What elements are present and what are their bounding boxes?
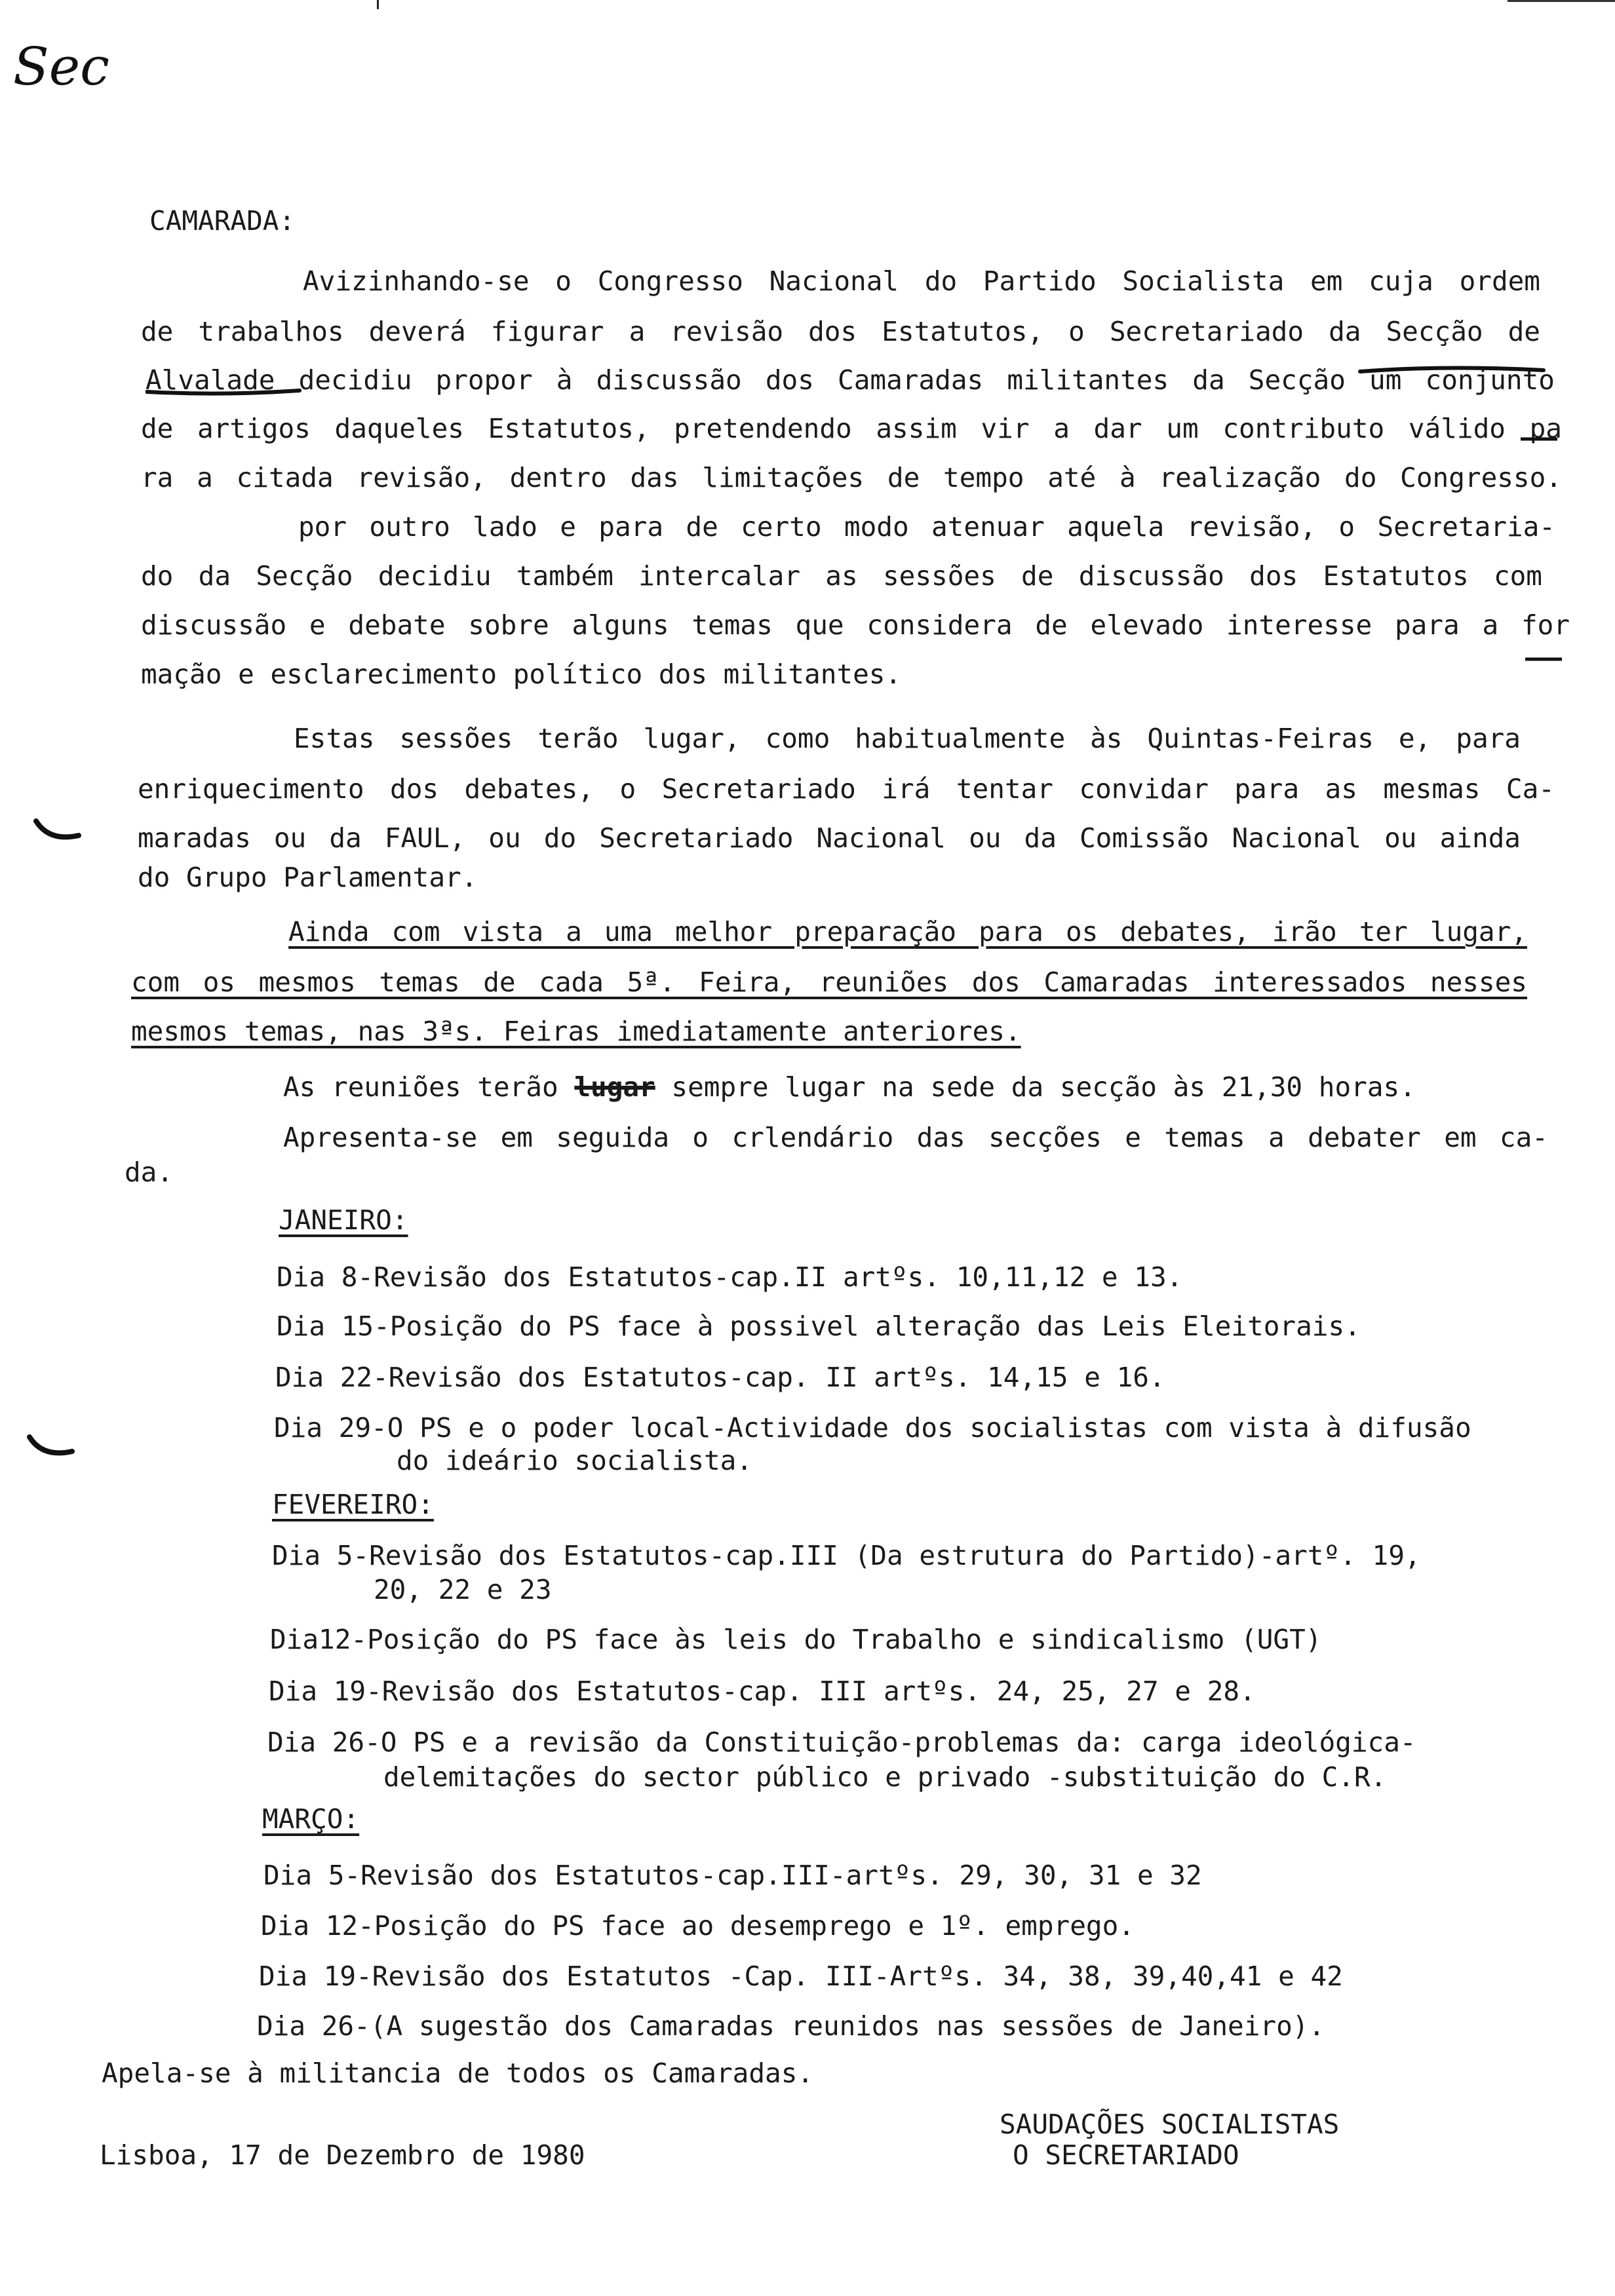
- paragraph-line: de artigos daqueles Estatutos, pretendendo assim vir a dar um contributo válido pa: [141, 413, 1562, 444]
- month-heading: JANEIRO:: [279, 1204, 408, 1236]
- calendar-item: Dia 8-Revisão dos Estatutos-cap.II artºs. 10,11,12 e 13.: [277, 1261, 1183, 1293]
- calendar-item-continuation: 20, 22 e 23: [374, 1574, 552, 1605]
- margin-mark-icon: [33, 816, 85, 849]
- calendar-item: Dia 15-Posição do PS face à possivel alteração das Leis Eleitorais.: [277, 1311, 1361, 1342]
- handwritten-note: Sec: [13, 36, 109, 97]
- calendar-item: Dia 26-(A sugestão dos Camaradas reunidos nas sessões de Janeiro).: [257, 2010, 1325, 2042]
- pen-underline: [1524, 655, 1563, 663]
- pen-underline: [1519, 435, 1559, 443]
- calendar-item: Dia 12-Posição do PS face ao desemprego e 1º. emprego.: [261, 1910, 1135, 1942]
- paragraph-line: Avizinhando-se o Congresso Nacional do Partido Socialista em cuja ordem: [303, 265, 1540, 297]
- paragraph-line: Alvalade decidiu propor à discussão dos Camaradas militantes da Secção um conjunto: [146, 364, 1555, 396]
- paragraph-line: do Grupo Parlamentar.: [138, 862, 478, 893]
- paragraph-line: do da Secção decidiu também intercalar as sessões de discussão dos Estatutos com: [141, 560, 1542, 592]
- calendar-item-continuation: delemitações do sector público e privado -substituição do C.R.: [383, 1761, 1387, 1793]
- paragraph-line: Estas sessões terão lugar, como habitualmente às Quintas-Feiras e, para: [294, 723, 1521, 754]
- paragraph-line: ra a citada revisão, dentro das limitações de tempo até à realização do Congresso.: [141, 462, 1562, 493]
- calendar-item: Dia 5-Revisão dos Estatutos-cap.III (Da estrutura do Partido)-artº. 19,: [272, 1540, 1421, 1571]
- margin-mark-icon: [26, 1432, 79, 1464]
- month-heading: FEVEREIRO:: [272, 1489, 434, 1520]
- calendar-item: Dia12-Posição do PS face às leis do Trabalho e sindicalismo (UGT): [270, 1624, 1322, 1655]
- meeting-text-end: sempre lugar na sede da secção às 21,30 horas.: [655, 1071, 1416, 1103]
- scan-mark: [377, 0, 379, 9]
- closing-greeting: SAUDAÇÕES SOCIALISTAS: [1000, 2109, 1340, 2140]
- paragraph-line: de trabalhos deverá figurar a revisão dos Estatutos, o Secretariado da Secção de: [141, 316, 1540, 347]
- calendar-item: Dia 29-O PS e o poder local-Actividade dos socialistas com vista à difusão: [274, 1412, 1471, 1444]
- paragraph-line: com os mesmos temas de cada 5ª. Feira, reuniões dos Camaradas interessados nesses: [131, 966, 1527, 998]
- paragraph-line: por outro lado e para de certo modo atenuar aquela revisão, o Secretaria-: [298, 511, 1555, 543]
- calendar-item: Dia 26-O PS e a revisão da Constituição-problemas da: carga ideológica-: [267, 1727, 1416, 1758]
- pen-underline: [1357, 364, 1547, 377]
- paragraph-line: da.: [125, 1157, 174, 1188]
- place-date: Lisboa, 17 de Dezembro de 1980: [100, 2139, 585, 2171]
- paragraph-line: enriquecimento dos debates, o Secretariado irá tentar convidar para as mesmas Ca-: [138, 773, 1555, 805]
- closing-appeal: Apela-se à militancia de todos os Camaradas.: [102, 2057, 814, 2089]
- calendar-item: Dia 22-Revisão dos Estatutos-cap. II artºs. 14,15 e 16.: [275, 1362, 1165, 1393]
- paragraph-line: mesmos temas, nas 3ªs. Feiras imediatamente anteriores.: [131, 1016, 1021, 1047]
- paragraph-line: Ainda com vista a uma melhor preparação para os debates, irão ter lugar,: [288, 916, 1527, 947]
- paragraph-line: maradas ou da FAUL, ou do Secretariado Nacional ou da Comissão Nacional ou ainda: [138, 822, 1521, 854]
- signature: O SECRETARIADO: [1013, 2139, 1239, 2171]
- salutation: CAMARADA:: [149, 205, 296, 237]
- struck-word: lugar: [574, 1071, 655, 1103]
- calendar-item: Dia 19-Revisão dos Estatutos-cap. III artºs. 24, 25, 27 e 28.: [269, 1675, 1256, 1707]
- calendar-item-continuation: do ideário socialista.: [397, 1445, 753, 1476]
- paragraph-line: discussão e debate sobre alguns temas que considera de elevado interesse para a for: [141, 609, 1570, 641]
- paragraph-line: mação e esclarecimento político dos militantes.: [141, 659, 902, 690]
- calendar-item: Dia 19-Revisão dos Estatutos -Cap. III-Artºs. 34, 38, 39,40,41 e 42: [259, 1961, 1343, 1992]
- scan-mark: [1508, 0, 1615, 2]
- pen-underline: [146, 387, 303, 398]
- calendar-item: Dia 5-Revisão dos Estatutos-cap.III-artºs. 29, 30, 31 e 32: [263, 1860, 1202, 1891]
- meeting-text-start: As reuniões terão: [283, 1071, 575, 1103]
- meeting-place-line: [283, 1071, 1416, 1103]
- paragraph-line: Apresenta-se em seguida o crlendário das secções e temas a debater em ca-: [283, 1122, 1548, 1153]
- month-heading: MARÇO:: [262, 1803, 360, 1835]
